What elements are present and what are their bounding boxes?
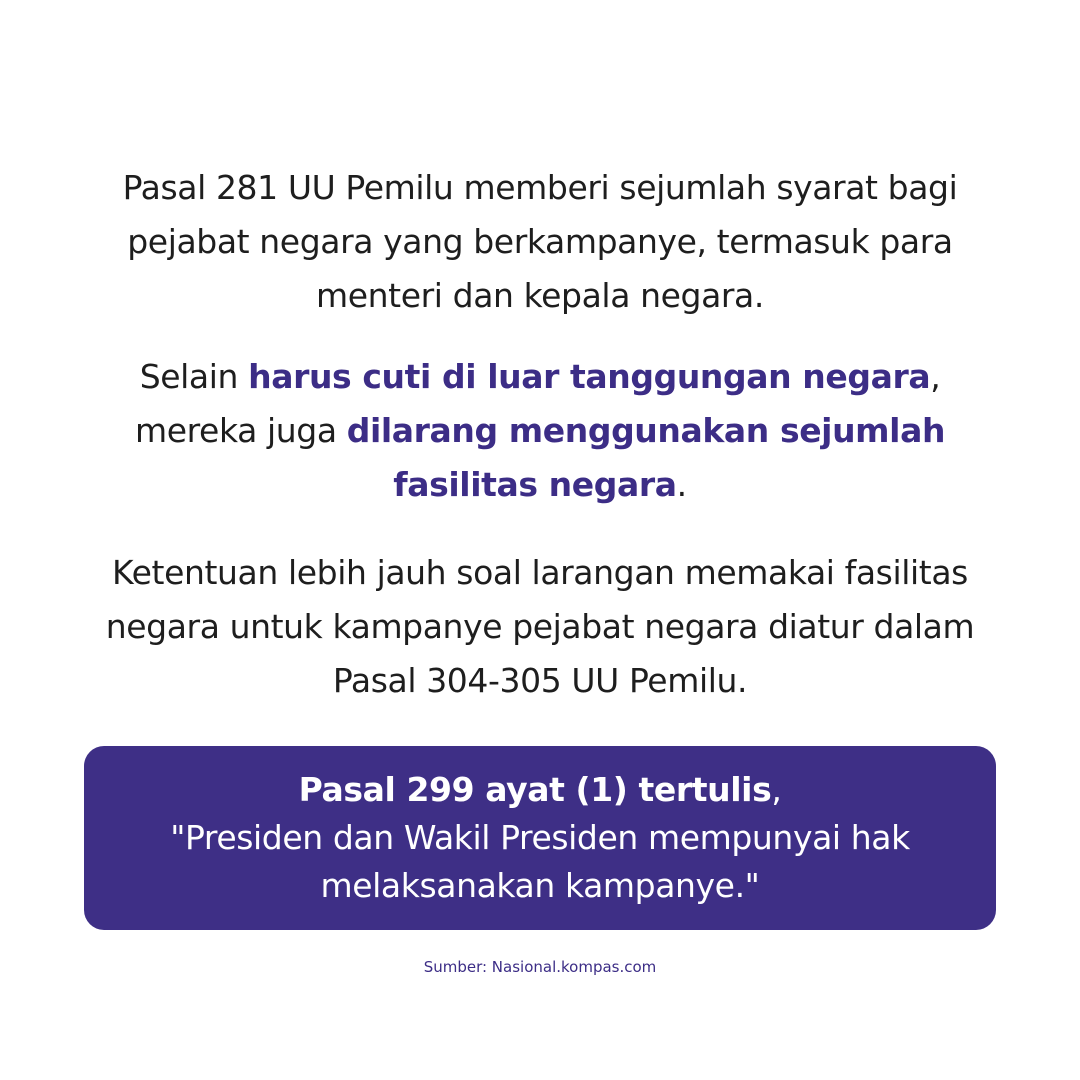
intro-line-1: Pasal 281 UU Pemilu memberi sejumlah syarat bagi: [122, 168, 958, 207]
highlight-fasilitas: fasilitas negara: [393, 465, 677, 504]
rules-line-3-suffix: .: [676, 465, 687, 504]
quote-box: [84, 746, 996, 930]
quote-line-1: "Presiden dan Wakil Presiden mempunyai hak: [170, 818, 910, 857]
intro-line-2: pejabat negara yang berkampanye, termasuk para: [127, 222, 953, 261]
rules-line-1-prefix: Selain: [139, 357, 249, 396]
quote-heading-text: Pasal 299 ayat (1) tertulis: [298, 770, 772, 809]
highlight-dilarang: dilarang menggunakan sejumlah: [346, 411, 946, 450]
source-credit: Sumber: Nasional.kompas.com: [423, 958, 657, 976]
provision-line-3: Pasal 304-305 UU Pemilu.: [332, 661, 748, 700]
intro-paragraph: [90, 161, 990, 323]
rules-line-1-suffix: ,: [930, 357, 941, 396]
quote-heading-suffix: ,: [771, 770, 782, 809]
rules-paragraph: [90, 350, 990, 512]
intro-line-3: menteri dan kepala negara.: [316, 276, 764, 315]
provision-line-2: negara untuk kampanye pejabat negara diatur dalam: [105, 607, 975, 646]
provision-paragraph: [90, 546, 990, 708]
rules-line-2-prefix: mereka juga: [134, 411, 347, 450]
quote-heading: [84, 766, 996, 814]
provision-line-1: Ketentuan lebih jauh soal larangan memakai fasilitas: [112, 553, 968, 592]
highlight-cuti: harus cuti di luar tanggungan negara: [248, 357, 931, 396]
quote-line-2: melaksanakan kampanye.": [320, 866, 760, 905]
